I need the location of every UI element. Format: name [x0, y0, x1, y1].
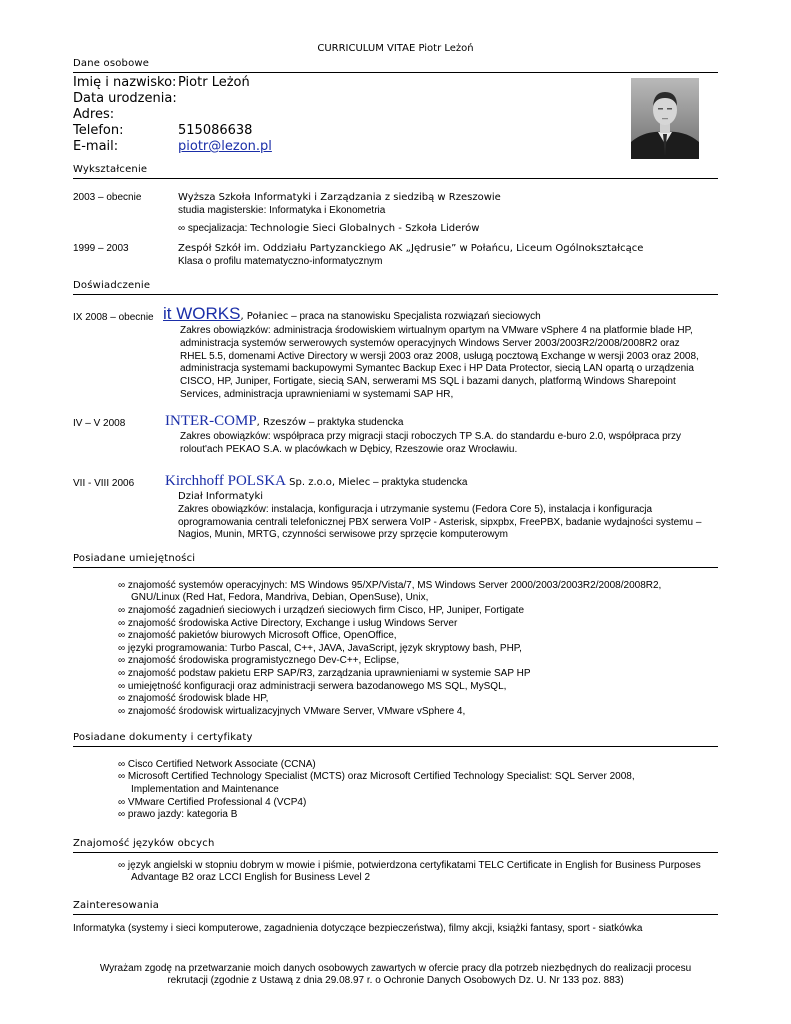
section-title-skills: Posiadane umiejętności: [73, 553, 196, 564]
education-detail: studia magisterskie: Informatyka i Ekonometria: [178, 205, 386, 216]
job-duty-line: RHEL 5.5, domenami Active Directory w wersji 2003 oraz 2008, usługą pocztową Exchange w wersji 2003 oraz 2008,: [180, 351, 699, 362]
job-role: – praktyka studencka: [306, 417, 404, 428]
document-title: CURRICULUM VITAE Piotr Leżoń: [317, 43, 474, 54]
company-link[interactable]: Kirchhoff POLSKA: [165, 473, 286, 489]
job-duty-line: Zakres obowiązków: instalacja, konfiguracja i utrzymanie systemu (Fedora Core 5), instalacja i konfiguracja: [178, 504, 653, 515]
job-duty-line: administracja systemami backupowymi Symantec Backup Exec i HP Data Protector, siecią LAN opartą o urządzenia: [180, 363, 694, 374]
certificate-item: ∞ VMware Certified Professional 4 (VCP4): [118, 797, 307, 808]
phone-value: 515086638: [178, 123, 253, 138]
skill-item: ∞ znajomość środowiska Active Directory, Exchange i usług Windows Server: [118, 618, 458, 629]
job-place: Sp. z.o.o, Mielec: [285, 477, 371, 488]
certificate-item: ∞ Microsoft Certified Technology Specialist (MCTS) oraz Microsoft Certified Technology Specialist: SQL Server 2008,: [118, 771, 635, 782]
language-item: ∞ język angielski w stopniu dobrym w mowie i piśmie, potwierdzona certyfikatami TELC Certificate in English for Business Purposes: [118, 860, 701, 871]
job-role: – praktyka studencka: [370, 477, 468, 488]
email-link[interactable]: piotr@lezon.pl: [178, 139, 272, 154]
education-school: Zespół Szkół im. Oddziału Partyzanckiego AK „Jędrusie” w Połańcu, Liceum Ogólnokształcące: [178, 243, 644, 254]
skill-item: ∞ znajomość systemów operacyjnych: MS Windows 95/XP/Vista/7, MS Windows Server 2000/2003/2003R2/2008/2008R2,: [118, 580, 662, 591]
dob-label: Data urodzenia:: [73, 91, 177, 106]
education-period: 1999 – 2003: [73, 243, 129, 254]
section-rule: [73, 852, 718, 853]
skill-item: ∞ znajomość środowisk wirtualizacyjnych VMware Server, VMware vSphere 4,: [118, 706, 466, 717]
consent-clause-line: Wyrażam zgodę na przetwarzanie moich danych osobowych zawartych w ofercie pracy dla potrzeb niezbędnych do realizacji procesu: [99, 963, 692, 974]
skill-item: ∞ znajomość środowisk blade HP,: [118, 693, 269, 704]
job-period: IV – V 2008: [73, 418, 126, 429]
job-period: VII - VIII 2006: [73, 478, 135, 489]
job-period: IX 2008 – obecnie: [73, 312, 154, 323]
language-item-continuation: Advantage B2 oraz LCCI English for Business Level 2: [131, 872, 371, 883]
job-duty-line: Services, administracja uprawnieniami w systemami SAP HR,: [180, 389, 454, 400]
phone-label: Telefon:: [73, 123, 124, 138]
job-duty-line: rolout'ach PEKAO S.A. w placówkach w Dębicy, Rzeszowie oraz Wrocławiu.: [180, 444, 518, 455]
section-rule: [73, 746, 718, 747]
job-duty-line: CISCO, HP, Juniper, Fortigate, siecią SAN, serwerami MS SQL i bazami danych, platformą Windows Sharepoint: [180, 376, 676, 387]
certificate-item: ∞ prawo jazdy: kategoria B: [118, 809, 238, 820]
skill-item: ∞ języki programowania: Turbo Pascal, C++, JAVA, JavaScript, język skryptowy bash, PHP,: [118, 643, 522, 654]
section-rule: [73, 914, 718, 915]
section-title-education: Wykształcenie: [73, 164, 148, 175]
section-rule: [73, 294, 718, 295]
section-rule: [73, 567, 718, 568]
job-duty-line: administracja systemów serwerowych systemów operacyjnych Windows Server 2003/2003R2/2008/2008R2 oraz: [180, 338, 680, 349]
specialization-prefix: ∞ specjalizacja:: [178, 223, 251, 234]
job-department: Dział Informatyki: [178, 491, 264, 502]
section-title-personal: Dane osobowe: [73, 58, 150, 69]
certificate-item-continuation: Implementation and Maintenance: [131, 784, 279, 795]
skill-item: ∞ umiejętność konfiguracji oraz administracji serwera bazodanowego MS SQL, MySQL,: [118, 681, 507, 692]
job-header: [165, 412, 403, 430]
skill-item: ∞ znajomość środowiska programistycznego Dev-C++, Eclipse,: [118, 655, 400, 666]
name-value: Piotr Leżoń: [178, 75, 250, 90]
education-period: 2003 – obecnie: [73, 192, 142, 203]
name-label: Imię i nazwisko:: [73, 75, 177, 90]
job-duty-line: Nagios, Munin, MRTG, czynności serwisowe przy sprzęcie komputerowym: [178, 529, 508, 540]
job-header: [165, 472, 468, 490]
skill-item-continuation: GNU/Linux (Red Hat, Fedora, Mandriva, Debian, OpenSuse), Unix,: [131, 592, 429, 603]
consent-clause-line: rekrutacji (zgodnie z Ustawą z dnia 29.08.97 r. o Ochronie Danych Osobowych Dz. U. Nr 133 poz. 883): [167, 975, 624, 986]
company-link[interactable]: it WORKS: [163, 304, 241, 323]
job-role: – praca na stanowisku Specjalista rozwiązań sieciowych: [288, 311, 541, 322]
section-title-certificates: Posiadane dokumenty i certyfikaty: [73, 732, 253, 743]
skill-item: ∞ znajomość podstaw pakietu ERP SAP/R3, zarządzania uprawnieniami w systemie SAP HP: [118, 668, 531, 679]
education-school: Wyższa Szkoła Informatyki i Zarządzania z siedzibą w Rzeszowie: [178, 192, 501, 203]
section-title-languages: Znajomość języków obcych: [73, 838, 215, 849]
portrait-image: [631, 78, 699, 159]
job-place: , Rzeszów: [256, 417, 307, 428]
profile-photo: [631, 78, 699, 159]
specialization-value: Technologie Sieci Globalnych - Szkoła Liderów: [250, 223, 480, 234]
job-duty-line: oprogramowania centrali telefonicznej PBX serwera VoIP - Asterisk, sipxpbx, FreePBX, badanie wydajności systemu –: [178, 517, 702, 528]
section-title-experience: Doświadczenie: [73, 280, 151, 291]
email-label: E-mail:: [73, 139, 119, 154]
education-specialization: [178, 218, 479, 236]
address-label: Adres:: [73, 107, 115, 122]
interests-text: Informatyka (systemy i sieci komputerowe, zagadnienia dotyczące bezpieczeństwa), filmy akcji, książki fantasy, sport - siatkówka: [73, 923, 643, 934]
section-rule: [73, 178, 718, 179]
job-place: , Połaniec: [240, 311, 289, 322]
education-detail: Klasa o profilu matematyczno-informatycznym: [178, 256, 383, 267]
company-link[interactable]: INTER-COMP: [165, 413, 257, 429]
job-header: [163, 304, 541, 324]
certificate-item: ∞ Cisco Certified Network Associate (CCNA): [118, 759, 316, 770]
skill-item: ∞ znajomość pakietów biurowych Microsoft Office, OpenOffice,: [118, 630, 397, 641]
job-duty-line: Zakres obowiązków: administracja środowiskiem wirtualnym opartym na VMware vSphere 4 na platformie blade HP,: [180, 325, 693, 336]
section-title-interests: Zainteresowania: [73, 900, 160, 911]
section-rule: [73, 72, 718, 73]
skill-item: ∞ znajomość zagadnień sieciowych i urządzeń sieciowych firm Cisco, HP, Juniper, Fortigate: [118, 605, 525, 616]
job-duty-line: Zakres obowiązków: współpraca przy migracji stacji roboczych TP S.A. do standardu e-buro 2.0, współpraca przy: [180, 431, 681, 442]
